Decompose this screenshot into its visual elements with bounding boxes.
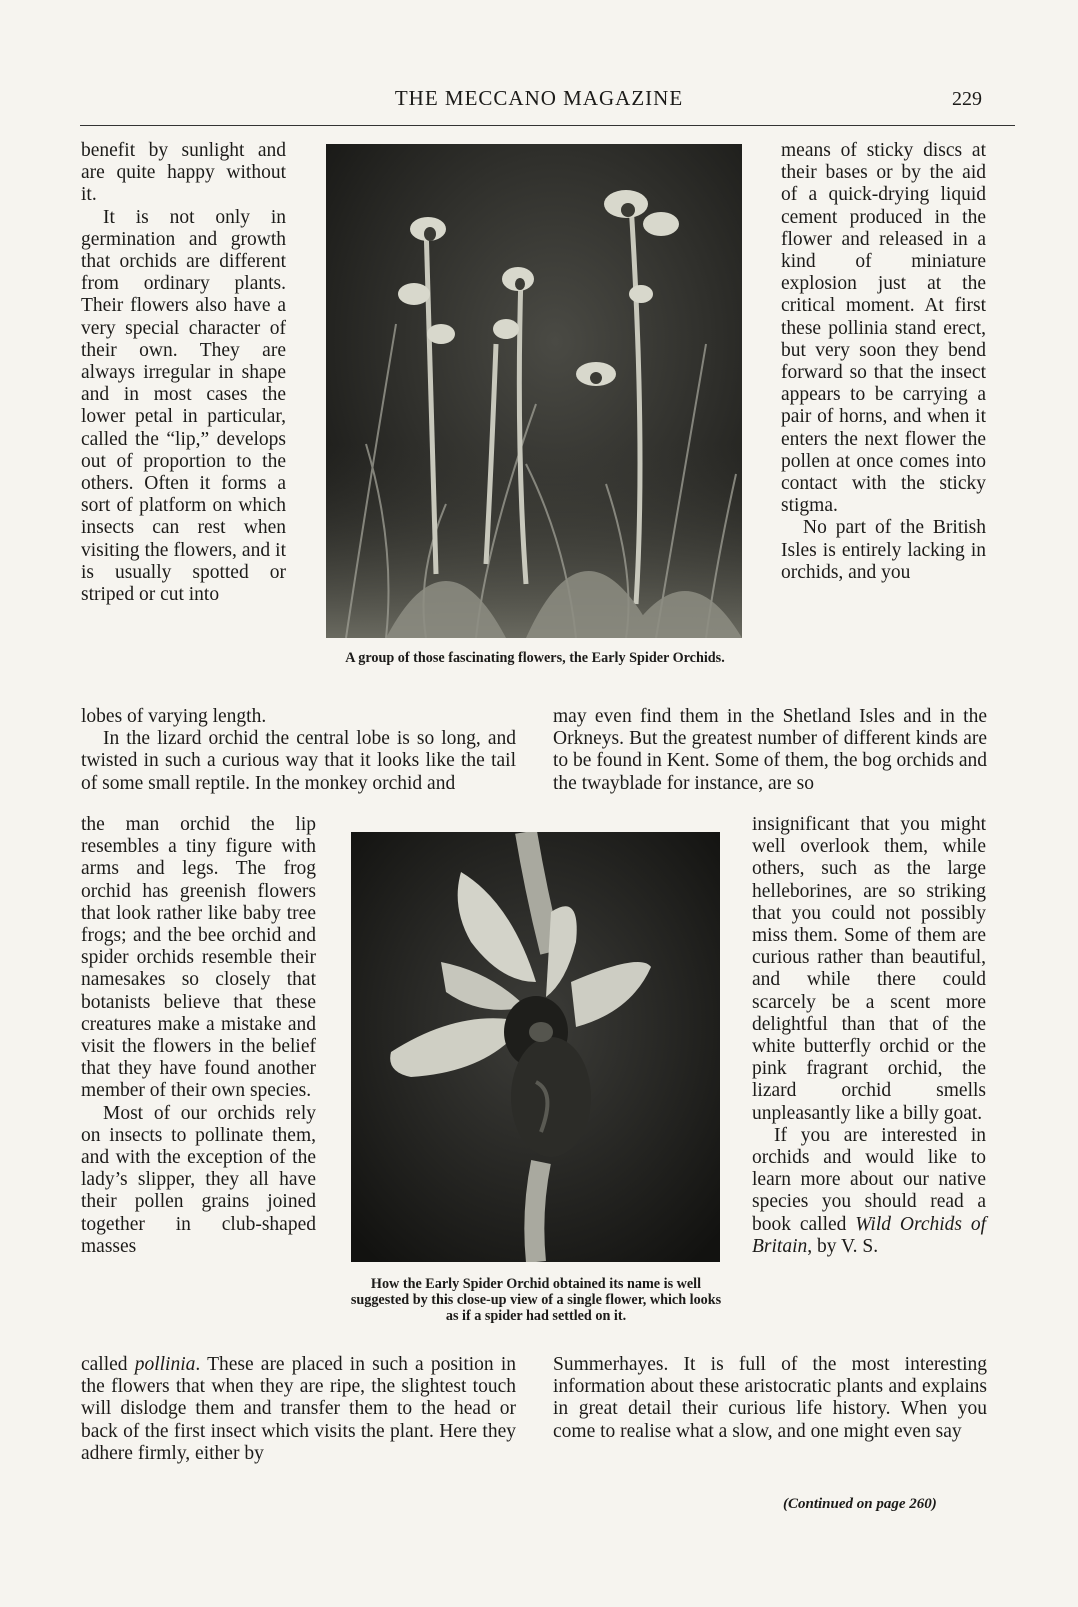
early-spider-orchids-group-photo xyxy=(326,144,742,638)
right-column-mid-text xyxy=(553,706,987,795)
right-column-bottom-narrow-paragraph: insignificant that you might well overlook them, while others, such as the large helleborines, are so striking that you could not possibly miss them. Some of them are curious rather than beautiful, and while there could scarcely be a scent more delightful than that of the white butterfly orchid or the pink fragrant orchid, the lizard orchid smells unpleasantly like a billy goat. xyxy=(752,814,986,1124)
left-column-bottom-narrow-paragraph: Most of our orchids rely on insects to pollinate them, and with the exception of the lady’s slipper, they all have their pollen grains joined together in club-shaped masses xyxy=(81,1102,316,1257)
left-column-end-text xyxy=(81,1354,516,1465)
left-column-bottom-text xyxy=(81,814,316,1258)
magazine-title: THE MECCANO MAGAZINE xyxy=(394,86,684,110)
right-column-top-paragraph: means of sticky discs at their bases or by the aid of a quick-drying liquid cement produced in the flower and released in a kind of miniature explosion just at the critical moment. At first these pollinia stand erect, but very soon they bend forward so that the insect appears to be carrying a pair of horns, and when it enters the next flower the pollen at once comes into contact with the sticky stigma. xyxy=(781,140,986,517)
continued-on-page-note: (Continued on page 260) xyxy=(783,1496,937,1512)
page-number: 229 xyxy=(952,88,982,110)
header-divider xyxy=(80,125,1015,126)
left-column-top-paragraph: benefit by sunlight and are quite happy without it. xyxy=(81,140,286,206)
right-column-bottom-narrow-paragraph xyxy=(752,1125,986,1258)
single-spider-orchid-closeup-photo xyxy=(351,832,720,1262)
book-title: Wild Orchids of Britain xyxy=(752,1213,986,1257)
right-column-end-paragraph: Summerhayes. It is full of the most interesting information about these aristocratic plants and explains in great detail their curious life history. When you come to realise what a slow, and one might even say xyxy=(553,1354,987,1442)
figure-1-caption: A group of those fascinating flowers, the Early Spider Orchids. xyxy=(345,650,725,666)
pollinia-term: pollinia xyxy=(134,1354,196,1375)
left-column-bottom-narrow-paragraph: the man orchid the lip resembles a tiny figure with arms and legs. The frog orchid has greenish flowers that look rather like baby tree frogs; and the bee orchid and spider orchids resemble their namesakes so closely that botanists believe that these creatures make a mistake and visit the flowers in the belief that they have found another member of their own species. xyxy=(81,814,316,1102)
book-recommendation-text: If you are interested in orchids and would like to learn more about our native species you should read a book called xyxy=(752,1124,986,1235)
right-column-end-text xyxy=(553,1354,987,1443)
book-author: , by V. S. xyxy=(807,1235,879,1257)
left-column-mid-text xyxy=(81,706,516,795)
left-column-top-paragraph: It is not only in germination and growth that orchids are different from ordinary plants. Their flowers also have a very special character of their own. They are always irregular in shape and in most cases the lower petal in particular, called the “lip,” develops out of proportion to the others. Often it forms a sort of platform on which insects can rest when visiting the flowers, and it is usually spotted or striped or cut into xyxy=(81,206,286,606)
right-column-bottom-text xyxy=(752,814,986,1258)
left-column-mid-wide-paragraph: In the lizard orchid the central lobe is so long, and twisted in such a curious way that it looks like the tail of some small reptile. In the monkey orchid and xyxy=(81,728,516,794)
right-column-mid-wide-paragraph: may even find them in the Shetland Isles and in the Orkneys. But the greatest number of different kinds are to be found in Kent. Some of them, the bog orchids and the twayblade for instance, are so xyxy=(553,706,987,794)
figure-2-caption: How the Early Spider Orchid obtained its name is well suggested by this close-up view of a single flower, which looks as if a spider had settled on it. xyxy=(350,1276,722,1324)
left-column-top-text xyxy=(81,140,286,606)
right-column-top-text xyxy=(781,140,986,584)
pollinia-lead: called xyxy=(81,1354,135,1375)
left-column-mid-wide-paragraph: lobes of varying length. xyxy=(81,706,267,727)
pollinia-description: . These are placed in such a position in the flowers that when they are ripe, the slightest touch will dislodge them and transfer them to the head or back of the first insect which visits the plant. Here they adhere firmly, either by xyxy=(81,1354,516,1464)
right-column-top-paragraph: No part of the British Isles is entirely lacking in orchids, and you xyxy=(781,517,986,583)
